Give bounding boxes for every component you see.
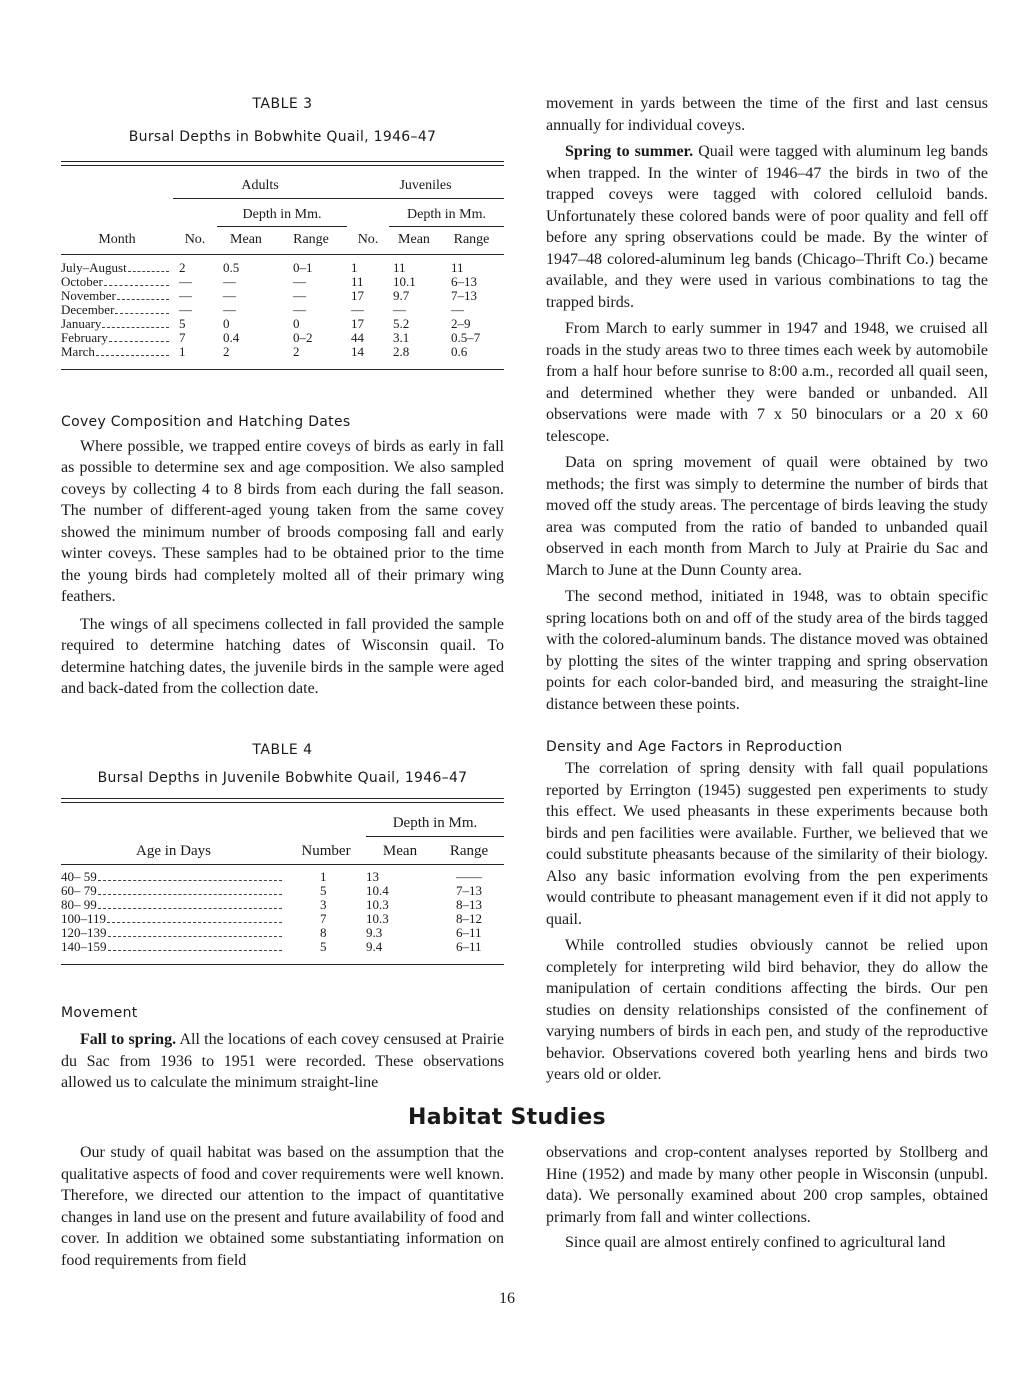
col-adults-no: No. bbox=[184, 231, 206, 247]
adults-no-cell: 1 bbox=[179, 343, 186, 359]
table3-grid bbox=[61, 172, 504, 359]
age-cell: 60– 79 bbox=[61, 884, 286, 898]
juveniles-no-cell: 1 bbox=[351, 259, 358, 275]
juveniles-mean-cell: 10.1 bbox=[393, 273, 416, 289]
covey-paragraph-1: Where possible, we trapped entire coveys of birds as early in fall as possible to determine sex and age composition. We also sampled coveys by collecting 4 to 8 birds from each during the fall season. The number of different-aged young taken from the same covey showed the minimum number of broods composing fall and early winter coveys. These samples had to be obtained prior to the time the young birds had completely molted all of their primary wing feathers. bbox=[61, 437, 504, 605]
table4-grid bbox=[61, 811, 504, 955]
group-adults-header: Adults bbox=[173, 172, 347, 198]
table3-row bbox=[61, 261, 504, 275]
number-cell: 5 bbox=[320, 883, 327, 898]
adults-mean-cell: 0.5 bbox=[223, 259, 240, 275]
col-adults-mean: Mean bbox=[230, 231, 262, 247]
movement-paragraph-5: The second method, initiated in 1948, was to obtain specific spring locations both on and off of the study area of the birds tagged with the colored-aluminum bands. The distance moved was obtained by plotting the sites of the winter trapping and spring observation points for each color-banded bird, and measuring the straight-line distance between these points. bbox=[546, 588, 988, 713]
movement-paragraph-3: From March to early summer in 1947 and 1948, we cruised all roads in the study areas two to three times each week by automobile from a half hour before sunrise to 8:00 a.m., recorded all quail seen, and determined whether they were banded or unbanded. All observations were made with 7 x 50 binoculars or a 20 x 60 telescope. bbox=[546, 320, 988, 445]
mean-cell: 10.4 bbox=[366, 883, 389, 898]
habitat-left-column bbox=[61, 1142, 504, 1271]
movement-heading: Movement bbox=[61, 1005, 138, 1021]
table3-row bbox=[61, 345, 504, 359]
age-cell: 120–139 bbox=[61, 926, 286, 940]
mean-cell: 9.4 bbox=[366, 939, 383, 954]
juveniles-range-cell: 0.6 bbox=[451, 343, 468, 359]
page-number: 16 bbox=[499, 1290, 515, 1307]
range-cell: 6–11 bbox=[456, 939, 482, 954]
juveniles-range-cell: 11 bbox=[451, 259, 464, 275]
table4-row bbox=[61, 912, 504, 926]
col-mean: Mean bbox=[382, 843, 418, 859]
table3-row bbox=[61, 303, 504, 317]
adults-range-cell: 0–2 bbox=[293, 329, 313, 345]
col-range: Range bbox=[449, 843, 489, 859]
adults-no-cell: — bbox=[179, 301, 192, 317]
adults-mean-cell: 0.4 bbox=[223, 329, 240, 345]
mean-cell: 9.3 bbox=[366, 925, 383, 940]
adults-range-cell: 2 bbox=[293, 343, 300, 359]
age-cell: 140–159 bbox=[61, 940, 286, 954]
adults-range-cell: — bbox=[293, 273, 306, 289]
table3 bbox=[61, 161, 504, 370]
adults-mean-cell: 2 bbox=[223, 343, 230, 359]
table4-depth-header: Depth in Mm. bbox=[366, 811, 504, 837]
month-cell: December bbox=[61, 303, 173, 317]
habitat-paragraph-right-2: Since quail are almost entirely confined to agricultural land bbox=[565, 1234, 946, 1251]
col-adults-range: Range bbox=[293, 231, 329, 247]
density-paragraph-2: While controlled studies obviously cannot be relied upon completely for interpreting wild bird behavior, they do allow the manipulation of certain conditions affecting the birds. Our pen studies on density relationships consisted of the confinement of varying numbers of birds in each pen, and study of the reproductive behavior. Observations covered both yearling hens and birds two years old or older. bbox=[546, 937, 988, 1083]
adults-mean-cell: 0 bbox=[223, 315, 230, 331]
right-column bbox=[546, 92, 988, 1086]
range-cell: 8–12 bbox=[456, 911, 482, 926]
adults-range-cell: 0 bbox=[293, 315, 300, 331]
runin-spring-to-summer: Spring to summer. bbox=[565, 143, 694, 160]
juveniles-mean-cell: 3.1 bbox=[393, 329, 410, 345]
month-cell: November bbox=[61, 289, 173, 303]
juveniles-mean-cell: — bbox=[393, 301, 406, 317]
movement-paragraph-4: Data on spring movement of quail were obtained by two methods; the first was simply to determine the number of birds that moved off the study areas. The percentage of birds leaving the study area was computed from the ratio of banded to unbanded quail observed in each month from March to July at Prairie du Sac and March to June at the Dunn County area. bbox=[546, 454, 988, 579]
col-juveniles-no: No. bbox=[357, 231, 379, 247]
juveniles-no-cell: 17 bbox=[351, 315, 364, 331]
adults-no-cell: — bbox=[179, 273, 192, 289]
juveniles-range-cell: 2–9 bbox=[451, 315, 471, 331]
adults-no-cell: 2 bbox=[179, 259, 186, 275]
adults-mean-cell: — bbox=[223, 287, 236, 303]
adults-no-cell: 5 bbox=[179, 315, 186, 331]
number-cell: 7 bbox=[320, 911, 327, 926]
table3-row bbox=[61, 317, 504, 331]
col-age: Age in Days bbox=[136, 843, 211, 859]
adults-mean-cell: — bbox=[223, 273, 236, 289]
juveniles-mean-cell: 2.8 bbox=[393, 343, 410, 359]
table4-row bbox=[61, 870, 504, 884]
adults-no-cell: 7 bbox=[179, 329, 186, 345]
juveniles-range-cell: — bbox=[451, 301, 464, 317]
habitat-heading: Habitat Studies bbox=[408, 1105, 606, 1130]
mean-cell: 10.3 bbox=[366, 911, 389, 926]
juveniles-range-cell: 7–13 bbox=[451, 287, 477, 303]
col-number: Number bbox=[301, 843, 351, 859]
table3-row bbox=[61, 289, 504, 303]
age-cell: 100–119 bbox=[61, 912, 286, 926]
range-cell: —— bbox=[456, 869, 482, 884]
table4-row bbox=[61, 926, 504, 940]
month-cell: February bbox=[61, 331, 173, 345]
col-juveniles-range: Range bbox=[453, 231, 490, 247]
adults-mean-cell: — bbox=[223, 301, 236, 317]
col-month: Month bbox=[98, 231, 136, 247]
juveniles-depth-header: Depth in Mm. bbox=[389, 198, 504, 226]
month-cell: March bbox=[61, 345, 173, 359]
juveniles-no-cell: — bbox=[351, 301, 364, 317]
range-cell: 7–13 bbox=[456, 883, 482, 898]
range-cell: 8–13 bbox=[456, 897, 482, 912]
juveniles-no-cell: 11 bbox=[351, 273, 364, 289]
movement-paragraph-1: Fall to spring. All the locations of each covey censused at Prairie du Sac from 1936 to 1951 were recorded. These observations allowed us to calculate the minimum straight-line bbox=[61, 1031, 505, 1091]
covey-paragraph-2: The wings of all specimens collected in fall provided the sample required to determine hatching dates of Wisconsin quail. To determine hatching dates, the juvenile birds in the sample were aged and back-dated from the collection date. bbox=[61, 615, 504, 697]
adults-no-cell: — bbox=[179, 287, 192, 303]
table3-row bbox=[61, 331, 504, 345]
range-cell: 6–11 bbox=[456, 925, 482, 940]
number-cell: 1 bbox=[320, 869, 327, 884]
adults-range-cell: 0–1 bbox=[293, 259, 313, 275]
juveniles-no-cell: 17 bbox=[351, 287, 364, 303]
density-heading: Density and Age Factors in Reproduction bbox=[546, 739, 843, 755]
adults-range-cell: — bbox=[293, 301, 306, 317]
table4-row bbox=[61, 940, 504, 954]
juveniles-no-cell: 14 bbox=[351, 343, 364, 359]
juveniles-range-cell: 0.5–7 bbox=[451, 329, 481, 345]
habitat-right-column bbox=[546, 1142, 988, 1254]
juveniles-range-cell: 6–13 bbox=[451, 273, 477, 289]
number-cell: 3 bbox=[320, 897, 327, 912]
table4-row bbox=[61, 884, 504, 898]
age-cell: 80– 99 bbox=[61, 898, 286, 912]
left-column bbox=[61, 92, 504, 1094]
adults-depth-header: Depth in Mm. bbox=[217, 198, 347, 226]
age-cell: 40– 59 bbox=[61, 870, 286, 884]
number-cell: 8 bbox=[320, 925, 327, 940]
table3-title: TABLE 3 bbox=[252, 96, 313, 112]
month-cell: October bbox=[61, 275, 173, 289]
juveniles-no-cell: 44 bbox=[351, 329, 364, 345]
density-paragraph-1: The correlation of spring density with fall quail populations reported by Errington (1945) suggested pen experiments to study this effect. We used pheasants in these experiments because both birds and pen facilities were available. Further, we believed that we could substitute pheasants because of the similarity of their biology. Also any basic information evolving from the pen experiments would contribute to pheasant management even if it did not apply to quail. bbox=[546, 760, 988, 928]
adults-range-cell: — bbox=[293, 287, 306, 303]
juveniles-mean-cell: 11 bbox=[393, 259, 406, 275]
group-juveniles-header: Juveniles bbox=[347, 172, 504, 198]
table4-title: TABLE 4 bbox=[252, 741, 313, 758]
table4 bbox=[61, 798, 504, 966]
juveniles-mean-cell: 5.2 bbox=[393, 315, 410, 331]
table4-subtitle: Bursal Depths in Juvenile Bobwhite Quail, 1946–47 bbox=[97, 769, 468, 786]
mean-cell: 13 bbox=[366, 869, 379, 884]
habitat-paragraph-left: Our study of quail habitat was based on the assumption that the qualitative aspects of food and cover requirements were well known. Therefore, we directed our attention to the impact of quantitative changes in land use on the present and future availability of food and cover. In addition we obtained some substantiating information on food requirements from field bbox=[61, 1144, 504, 1269]
month-cell: July–August bbox=[61, 261, 173, 275]
table4-row bbox=[61, 898, 504, 912]
table3-row bbox=[61, 275, 504, 289]
month-cell: January bbox=[61, 317, 173, 331]
covey-heading: Covey Composition and Hatching Dates bbox=[61, 413, 351, 430]
col-juveniles-mean: Mean bbox=[398, 231, 430, 247]
number-cell: 5 bbox=[320, 939, 327, 954]
runin-fall-to-spring: Fall to spring. bbox=[80, 1031, 177, 1048]
movement-paragraph-2: Spring to summer. Quail were tagged with aluminum leg bands when trapped. In the winter of 1946–47 the birds in two of the trapped coveys were tagged with colored celluloid bands. Unfortunately these colored bands were of poor quality and fell off before any spring observations could be made. By the winter of 1947–48 colored-aluminum leg bands (Chicago–Thrift Co.) became available, and they were used in various combinations to tag the trapped birds. bbox=[546, 143, 988, 311]
mean-cell: 10.3 bbox=[366, 897, 389, 912]
juveniles-mean-cell: 9.7 bbox=[393, 287, 410, 303]
movement-paragraph-1-cont: movement in yards between the time of the first and last census annually for individual coveys. bbox=[546, 95, 988, 134]
table3-subtitle: Bursal Depths in Bobwhite Quail, 1946–47 bbox=[128, 129, 437, 145]
habitat-paragraph-right-1: observations and crop-content analyses reported by Stollberg and Hine (1952) and made by many other people in Wisconsin (unpubl. data). We personally examined about 200 crop samples, obtained primarly from fall and winter collections. bbox=[546, 1144, 988, 1226]
